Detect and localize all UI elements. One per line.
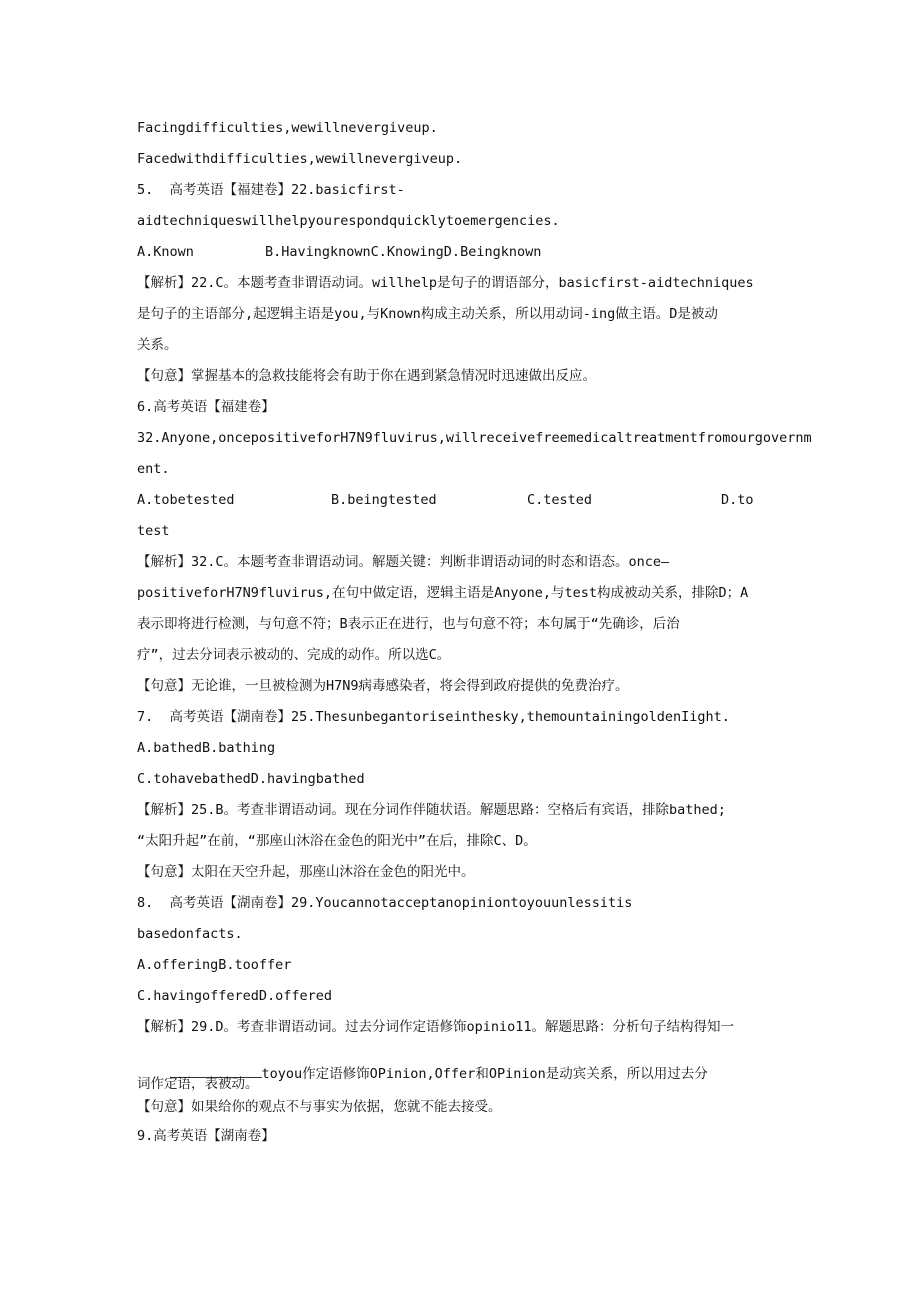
analysis-line: 【解析】22.C。本题考查非谓语动词。willhelp是句子的谓语部分，basicfirst-aidtechniques — [137, 275, 754, 291]
sentence-line: Facingdifficulties,wewillnevergiveup. — [137, 120, 438, 136]
question-7-options: C.tohavebathedD.havingbathed — [137, 771, 365, 787]
analysis-line: 疗”，过去分词表示被动的、完成的动作。所以选C。 — [137, 647, 451, 663]
question-5-header: 5. 高考英语【福建卷】22.basicfirst- — [137, 182, 405, 198]
option-b: B.beingtested — [331, 492, 437, 508]
question-9-header: 9.高考英语【湖南卷】 — [137, 1128, 275, 1144]
analysis-line: 【解析】25.B。考查非谓语动词。现在分词作伴随状语。解题思路：空格后有宾语，排除bathed; — [137, 802, 726, 818]
question-6-header: 6.高考英语【福建卷】 — [137, 399, 275, 415]
question-8-text: basedonfacts. — [137, 926, 243, 942]
option-b-c-d: B.HavingknownC.KnowingD.Beingknown — [265, 244, 542, 260]
analysis-line: 【解析】32.C。本题考查非谓语动词。解题关键：判断非谓语动词的时态和语态。once— — [137, 554, 670, 570]
question-5-text: aidtechniqueswillhelpyourespondquicklytoemergencies. — [137, 213, 560, 229]
question-7-header: 7. 高考英语【湖南卷】25.Thesunbegantoriseinthesky,themountainingoldenIight. — [137, 709, 730, 725]
question-8-options: C.havingofferedD.offered — [137, 988, 333, 1004]
analysis-line: 词作定语，表被动。 — [137, 1076, 259, 1092]
analysis-line: 表示即将进行检测，与句意不符；B表示正在进行，也与句意不符；本句属于“先确诊，后治 — [137, 616, 680, 632]
question-6-text: 32.Anyone,oncepositiveforH7N9fluvirus,willreceivefreemedicaltreatmentfromourgovernm — [137, 430, 812, 446]
meaning-line: 【句意】太阳在天空升起，那座山沐浴在金色的阳光中。 — [137, 864, 475, 880]
analysis-line: 【解析】29.D。考查非谓语动词。过去分词作定语修饰opinio11。解题思路：分析句子结构得知一 — [137, 1019, 735, 1035]
option-a: A.tobetested — [137, 492, 235, 508]
analysis-line: 关系。 — [137, 337, 178, 353]
question-6-text: ent. — [137, 461, 170, 477]
question-8-header: 8. 高考英语【湖南卷】29.Youcannotacceptanopiniontoyouunlessitis — [137, 895, 633, 911]
analysis-text: toyou作定语修饰OPinion,Offer和OPinion是动宾关系，所以用过去分 — [261, 1066, 708, 1082]
option-d: D.to — [721, 492, 754, 508]
analysis-line: 是句子的主语部分,起逻辑主语是you,与Known构成主动关系，所以用动词-ing做主语。D是被动 — [137, 306, 718, 322]
analysis-line: positiveforH7N9fluvirus,在句中做定语，逻辑主语是Anyone,与test构成被动关系，排除D；A — [137, 585, 749, 601]
meaning-line: 【句意】无论谁，一旦被检测为H7N9病毒感染者，将会得到政府提供的免费治疗。 — [137, 678, 629, 694]
meaning-line: 【句意】掌握基本的急救技能将会有助于你在遇到紧急情况时迅速做出反应。 — [137, 368, 596, 384]
option-c: C.tested — [527, 492, 593, 508]
sentence-line: Facedwithdifficulties,wewillnevergiveup. — [137, 151, 463, 167]
analysis-line: “太阳升起”在前，“那座山沐浴在金色的阳光中”在后，排除C、D。 — [137, 833, 537, 849]
question-8-options: A.offeringB.tooffer — [137, 957, 292, 973]
question-7-options: A.bathedB.bathing — [137, 740, 276, 756]
option-d-continued: test — [137, 523, 170, 539]
option-a: A.Known — [137, 244, 194, 260]
meaning-line: 【句意】如果给你的观点不与事实为依据，您就不能去接受。 — [137, 1099, 502, 1115]
